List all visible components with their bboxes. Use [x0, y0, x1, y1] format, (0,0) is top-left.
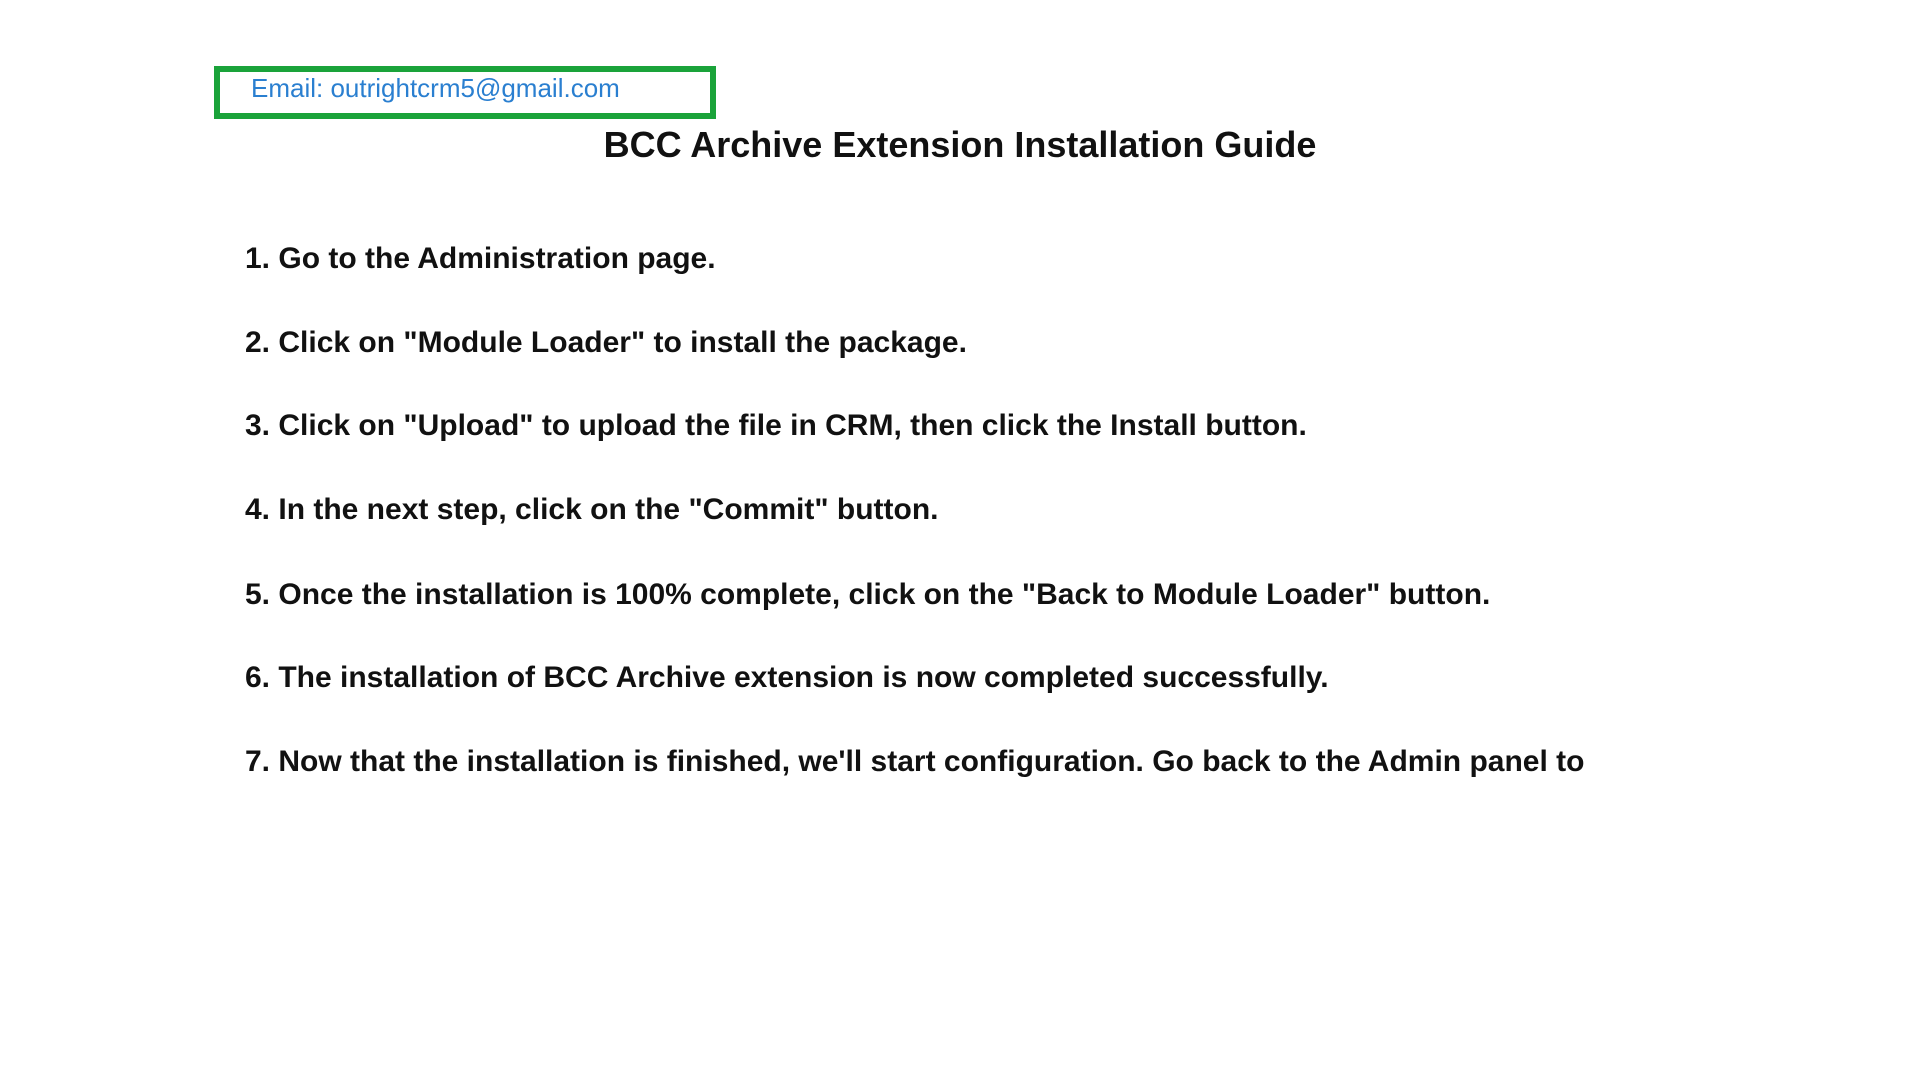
step-2: 2. Click on "Module Loader" to install the package. [245, 326, 967, 359]
contact-email[interactable]: Email: outrightcrm5@gmail.com [251, 73, 620, 103]
page-title: BCC Archive Extension Installation Guide [603, 124, 1317, 165]
step-4: 4. In the next step, click on the "Commit" button. [245, 493, 939, 526]
step-1: 1. Go to the Administration page. [245, 242, 716, 275]
step-6: 6. The installation of BCC Archive extension is now completed successfully. [245, 661, 1329, 694]
step-7: 7. Now that the installation is finished, we'll start configuration. Go back to the Admin panel to [245, 745, 1585, 778]
step-5: 5. Once the installation is 100% complete, click on the "Back to Module Loader" button. [245, 578, 1491, 611]
step-3: 3. Click on "Upload" to upload the file in CRM, then click the Install button. [245, 409, 1307, 442]
